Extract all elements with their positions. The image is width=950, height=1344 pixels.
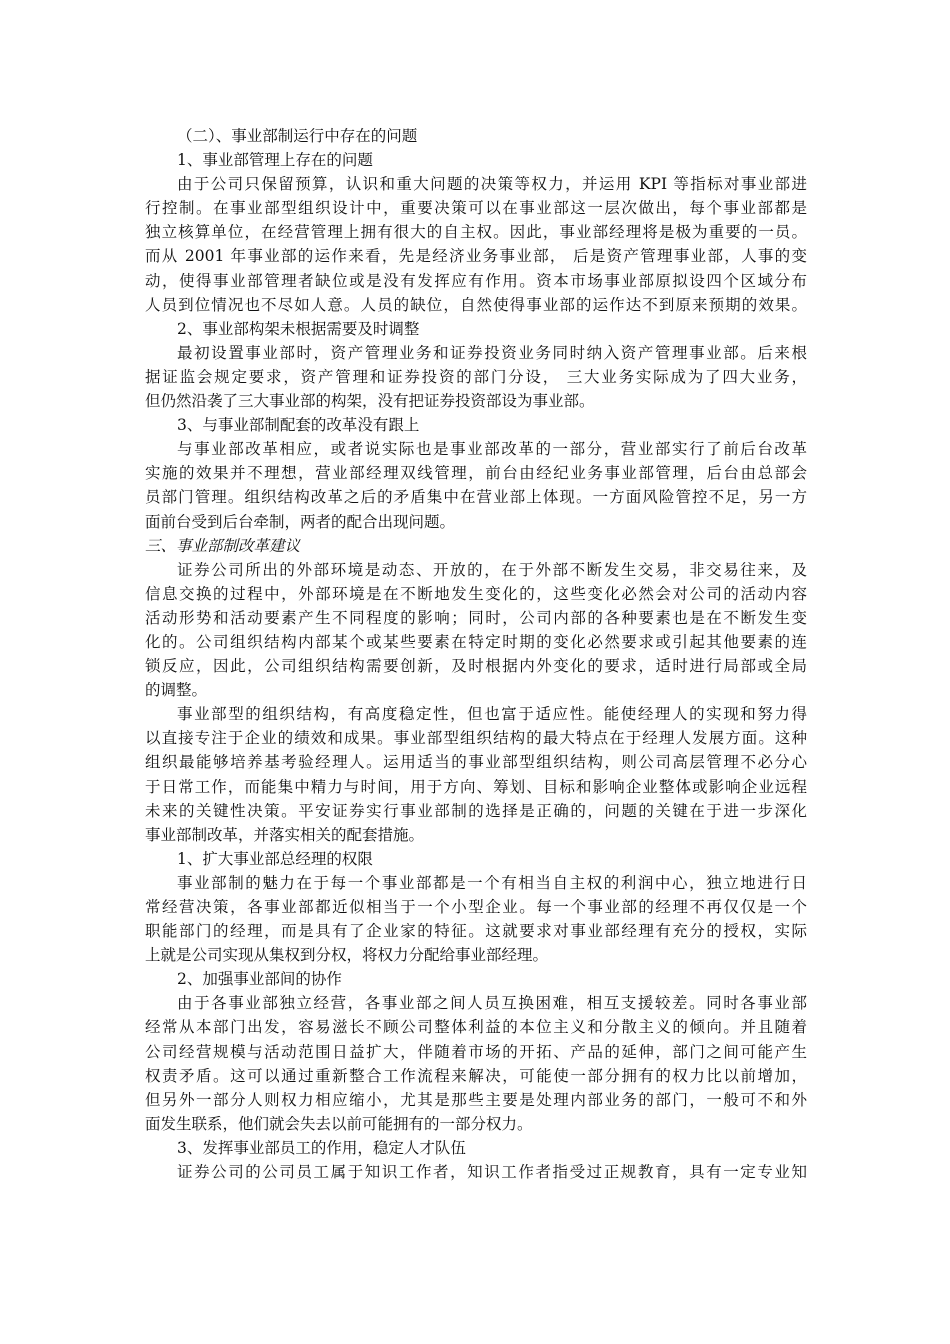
text-line: 的调整。 [145, 681, 208, 700]
text-line: 独立核算单位，在经营管理上拥有很大的自主权。因此，事业部经理将是极为重要的一员。 [145, 223, 807, 242]
text-line: 动，使得事业部管理者缺位或是没有发挥应有作用。资本市场事业部原拟设四个区域分布 [145, 271, 807, 290]
text-line: 与事业部改革相应，或者说实际也是事业部改革的一部分，营业部实行了前后台改革 [177, 440, 807, 459]
text-line: 经常从本部门出发，容易滋长不顾公司整体利益的本位主义和分散主义的倾向。并且随着 [145, 1018, 807, 1037]
text-line: 员部门管理。组织结构改革之后的矛盾集中在营业部上体现。一方面风险管控不足，另一方 [145, 488, 807, 507]
text-line: 但另外一部分人则权力相应缩小，尤其是那些主要是处理内部业务的部门，一般可不和外 [145, 1090, 807, 1109]
text-line: 以直接专注于企业的绩效和成果。事业部型组织结构的最大特点在于经理人发展方面。这种 [145, 729, 807, 748]
text-line: 上就是公司实现从集权到分权，将权力分配给事业部经理。 [145, 946, 549, 965]
text-line: 组织最能够培养基考验经理人。运用适当的事业部型组织结构，则公司高层管理不必分心 [145, 753, 807, 772]
text-line: 活动形势和活动要素产生不同程度的影响；同时，公司内部的各种要素也是在不断发生变 [145, 608, 807, 627]
text-line: 三、事业部制改革建议 [145, 536, 301, 555]
text-line: 证券公司的公司员工属于知识工作者，知识工作者指受过正规教育，具有一定专业知 [177, 1163, 807, 1182]
text-line: 实施的效果并不理想，营业部经理双线管理，前台由经纪业务事业部管理，后台由总部会 [145, 464, 807, 483]
text-line: 锁反应，因此，公司组织结构需要创新，及时根据内外变化的要求，适时进行局部或全局 [145, 657, 807, 676]
text-line: 由于公司只保留预算，认识和重大问题的决策等权力，并运用 KPI 等指标对事业部进 [177, 175, 807, 194]
text-line: 最初设置事业部时，资产管理业务和证券投资业务同时纳入资产管理事业部。后来根 [177, 343, 807, 362]
text-line: 2、加强事业部间的协作 [177, 970, 342, 989]
text-line: 3、与事业部制配套的改革没有跟上 [177, 416, 420, 435]
text-line: 事业部制改革，并落实相关的配套措施。 [145, 825, 425, 844]
text-line: 1、事业部管理上存在的问题 [177, 151, 373, 170]
text-line: 人员到位情况也不尽如人意。人员的缺位，自然使得事业部的运作达不到原来预期的效果。 [145, 295, 807, 314]
text-line: 面发生联系，他们就会失去以前可能拥有的一部分权力。 [145, 1114, 533, 1133]
text-line: 事业部制的魅力在于每一个事业部都是一个有相当自主权的利润中心，独立地进行日 [177, 873, 807, 892]
text-line: 权责矛盾。这可以通过重新整合工作流程来解决，可能使一部分拥有的权力比以前增加， [145, 1066, 807, 1085]
text-line: 而从 2001 年事业部的运作来看，先是经济业务事业部， 后是资产管理事业部，人事的变 [145, 247, 807, 266]
text-line: 但仍然沿袭了三大事业部的构架，没有把证券投资部设为事业部。 [145, 392, 595, 411]
text-line: 常经营决策，各事业部都近似相当于一个小型企业。每一个事业部的经理不再仅仅是一个 [145, 898, 807, 916]
text-line: 事业部型的组织结构，有高度稳定性，但也富于适应性。能使经理人的实现和努力得 [177, 705, 807, 724]
text-line: （二）、事业部制运行中存在的问题 [177, 127, 418, 145]
text-line: 2、事业部构架未根据需要及时调整 [177, 319, 420, 338]
text-line: 行控制。在事业部型组织设计中，重要决策可以在事业部这一层次做出，每个事业部都是 [145, 199, 807, 218]
text-line: 由于各事业部独立经营，各事业部之间人员互换困难，相互支援较差。同时各事业部 [177, 994, 807, 1013]
text-line: 面前台受到后台牵制，两者的配合出现问题。 [145, 512, 456, 531]
text-line: 信息交换的过程中，外部环境是在不断地发生变化的，这些变化必然会对公司的活动内容 [145, 584, 807, 603]
text-line: 于日常工作，而能集中精力与时间，用于方向、筹划、目标和影响企业整体或影响企业远程 [145, 777, 807, 796]
text-line: 未来的关键性决策。平安证券实行事业部制的选择是正确的，问题的关键在于进一步深化 [145, 801, 807, 820]
text-line: 化的。公司组织结构内部某个或某些要素在特定时期的变化必然要求或引起其他要素的连 [145, 632, 807, 651]
text-line: 职能部门的经理，而是具有了企业家的特征。这就要求对事业部经理有充分的授权，实际 [145, 922, 807, 941]
text-line: 公司经营规模与活动范围日益扩大，伴随着市场的开拓、产品的延伸，部门之间可能产生 [145, 1042, 807, 1061]
text-line: 3、发挥事业部员工的作用，稳定人才队伍 [177, 1138, 466, 1157]
text-line: 证券公司所出的外部环境是动态、开放的，在于外部不断发生交易，非交易往来，及 [177, 560, 807, 579]
document-page [145, 124, 807, 1184]
text-line: 1、扩大事业部总经理的权限 [177, 849, 373, 868]
text-line: 据证监会规定要求，资产管理和证券投资的部门分设， 三大业务实际成为了四大业务， [145, 367, 807, 386]
